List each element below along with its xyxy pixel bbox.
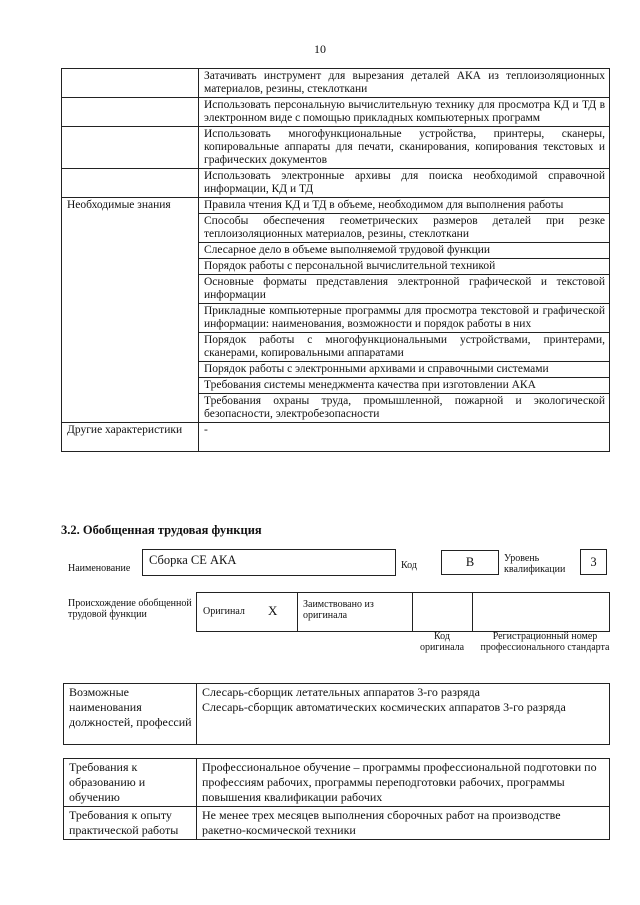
skills-label-cell	[62, 169, 199, 198]
skills-row	[62, 169, 610, 198]
other-value: -	[199, 423, 610, 452]
other-label: Другие характеристики	[62, 423, 199, 452]
knowledge-item: Способы обеспечения геометрических размеров деталей при резке теплоизоляционных материалов, резины, стеклоткани	[199, 214, 610, 243]
skill-item: Использовать персональную вычислительную технику для просмотра КД и ТД в электронном виде с помощью прикладных компьютерных программ	[199, 98, 610, 127]
positions-table	[63, 683, 610, 745]
code-value: В	[465, 555, 475, 569]
level-label-line2: квалификации	[504, 564, 566, 575]
origin-label: Происхождение обобщенной трудовой функции	[68, 598, 192, 620]
reg-number-caption: Регистрационный номер профессионального стандарта	[480, 631, 610, 653]
name-value-box	[142, 549, 396, 576]
skills-row	[62, 127, 610, 169]
education-row	[64, 759, 610, 807]
level-label-line1: Уровень	[504, 553, 540, 564]
knowledge-item: Прикладные компьютерные программы для просмотра текстовой и графической информации: наименования, возможности и порядок работы в них	[199, 304, 610, 333]
original-label: Оригинал	[203, 606, 245, 617]
knowledge-label: Необходимые знания	[62, 198, 199, 423]
competency-table	[61, 68, 610, 452]
level-label	[504, 553, 565, 575]
code-original-caption: Код оригинала	[419, 631, 465, 653]
education-value: Профессиональное обучение – программы профессиональной подготовки по профессиям рабочих, программы переподготовки рабочих, программы повышения квалификации рабочих	[197, 759, 610, 807]
skills-row	[62, 98, 610, 127]
skill-item: Затачивать инструмент для вырезания деталей АКА из теплоизоляционных материалов, резины, стеклоткани	[199, 69, 610, 98]
position-item: Слесарь-сборщик летательных аппаратов 3-го разряда	[202, 685, 480, 699]
experience-row	[64, 807, 610, 840]
position-item: Слесарь-сборщик автоматических космических аппаратов 3-го разряда	[202, 700, 566, 714]
origin-divider	[472, 592, 473, 632]
section-title: 3.2. Обобщенная трудовая функция	[61, 523, 262, 537]
experience-label: Требования к опыту практической работы	[64, 807, 197, 840]
skills-label-cell	[62, 98, 199, 127]
page-number: 10	[314, 42, 326, 56]
positions-values	[197, 684, 610, 745]
knowledge-row	[62, 198, 610, 214]
skills-label-cell	[62, 127, 199, 169]
skills-label-cell	[62, 69, 199, 98]
knowledge-item: Слесарное дело в объеме выполняемой трудовой функции	[199, 243, 610, 259]
name-label: Наименование	[68, 563, 131, 574]
name-value: Сборка СЕ АКА	[149, 553, 237, 567]
experience-value: Не менее трех месяцев выполнения сборочных работ на производстве ракетно-космической техники	[197, 807, 610, 840]
skills-row	[62, 69, 610, 98]
level-value-box	[580, 549, 607, 575]
code-value-box	[441, 550, 499, 575]
borrowed-label: Заимствовано из оригинала	[303, 599, 374, 621]
knowledge-item: Порядок работы с электронными архивами и справочными системами	[199, 362, 610, 378]
code-label: Код	[401, 560, 417, 571]
requirements-table	[63, 758, 610, 840]
knowledge-item: Требования системы менеджмента качества при изготовлении АКА	[199, 378, 610, 394]
positions-label: Возможные наименования должностей, профессий	[64, 684, 197, 745]
knowledge-item: Порядок работы с персональной вычислительной техникой	[199, 259, 610, 275]
skill-item: Использовать электронные архивы для поиска необходимой справочной информации, КД и ТД	[199, 169, 610, 198]
knowledge-item: Требования охраны труда, промышленной, пожарной и экологической безопасности, электробезопасности	[199, 394, 610, 423]
skill-item: Использовать многофункциональные устройства, принтеры, сканеры, копировальные аппараты для печати, сканирования, копирования текстовых и графических документов	[199, 127, 610, 169]
knowledge-item: Порядок работы с многофункциональными устройствами, принтерами, сканерами, копировальными аппаратами	[199, 333, 610, 362]
origin-divider	[297, 592, 298, 632]
other-row	[62, 423, 610, 452]
knowledge-item: Правила чтения КД и ТД в объеме, необходимом для выполнения работы	[199, 198, 610, 214]
education-label: Требования к образованию и обучению	[64, 759, 197, 807]
origin-divider	[412, 592, 413, 632]
original-mark: Х	[268, 603, 278, 618]
knowledge-item: Основные форматы представления электронной графической и текстовой информации	[199, 275, 610, 304]
level-value: 3	[590, 555, 597, 569]
